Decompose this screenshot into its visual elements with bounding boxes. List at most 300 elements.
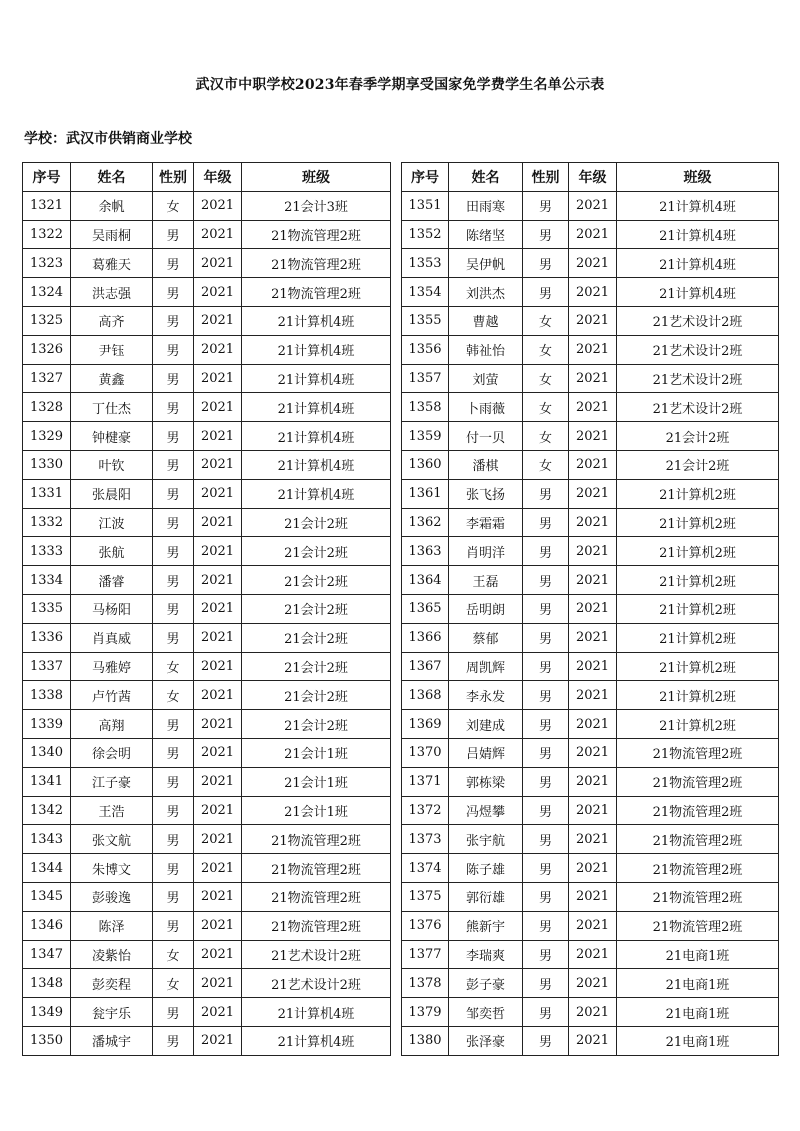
header-gender: 性别 (523, 163, 569, 192)
cell-grade: 2021 (569, 508, 617, 537)
table-row (23, 422, 391, 451)
table-row (402, 220, 779, 249)
cell-class: 21计算机4班 (242, 335, 391, 364)
cell-seq: 1349 (23, 998, 71, 1027)
cell-gender: 男 (523, 969, 569, 998)
cell-class: 21电商1班 (617, 1026, 779, 1055)
cell-grade: 2021 (194, 566, 242, 595)
cell-grade: 2021 (569, 306, 617, 335)
cell-seq: 1368 (402, 681, 449, 710)
cell-gender: 男 (523, 911, 569, 940)
table-row (402, 652, 779, 681)
cell-seq: 1372 (402, 796, 449, 825)
cell-name: 陈子雄 (449, 854, 523, 883)
cell-seq: 1350 (23, 1026, 71, 1055)
cell-gender: 男 (153, 479, 194, 508)
cell-class: 21计算机4班 (242, 450, 391, 479)
cell-grade: 2021 (194, 882, 242, 911)
cell-seq: 1375 (402, 882, 449, 911)
cell-gender: 男 (153, 911, 194, 940)
cell-name: 李永发 (449, 681, 523, 710)
table-row (402, 825, 779, 854)
table-row (402, 710, 779, 739)
cell-seq: 1377 (402, 940, 449, 969)
cell-gender: 男 (153, 335, 194, 364)
cell-name: 黄鑫 (71, 364, 153, 393)
cell-grade: 2021 (194, 422, 242, 451)
cell-gender: 男 (153, 825, 194, 854)
cell-name: 熊新宇 (449, 911, 523, 940)
cell-class: 21计算机4班 (242, 364, 391, 393)
cell-class: 21计算机4班 (242, 998, 391, 1027)
cell-seq: 1323 (23, 249, 71, 278)
cell-seq: 1332 (23, 508, 71, 537)
cell-name: 肖明洋 (449, 537, 523, 566)
table-row (402, 681, 779, 710)
table-row (402, 969, 779, 998)
table-row (23, 710, 391, 739)
cell-seq: 1355 (402, 306, 449, 335)
cell-grade: 2021 (194, 306, 242, 335)
table-row (23, 335, 391, 364)
header-grade: 年级 (569, 163, 617, 192)
cell-name: 冯煜攀 (449, 796, 523, 825)
cell-gender: 男 (153, 364, 194, 393)
cell-class: 21物流管理2班 (242, 278, 391, 307)
cell-name: 周凯辉 (449, 652, 523, 681)
cell-seq: 1360 (402, 450, 449, 479)
cell-class: 21物流管理2班 (617, 767, 779, 796)
cell-grade: 2021 (194, 681, 242, 710)
cell-name: 卜雨薇 (449, 393, 523, 422)
cell-name: 张航 (71, 537, 153, 566)
cell-gender: 女 (153, 681, 194, 710)
cell-seq: 1376 (402, 911, 449, 940)
cell-class: 21计算机2班 (617, 681, 779, 710)
table-row (402, 306, 779, 335)
cell-name: 刘洪杰 (449, 278, 523, 307)
cell-grade: 2021 (194, 220, 242, 249)
cell-seq: 1380 (402, 1026, 449, 1055)
cell-seq: 1379 (402, 998, 449, 1027)
table-row (23, 566, 391, 595)
cell-grade: 2021 (194, 364, 242, 393)
cell-gender: 女 (153, 969, 194, 998)
cell-gender: 男 (153, 278, 194, 307)
cell-class: 21会计2班 (242, 710, 391, 739)
cell-grade: 2021 (569, 1026, 617, 1055)
header-grade: 年级 (194, 163, 242, 192)
cell-seq: 1351 (402, 191, 449, 220)
cell-name: 朱博文 (71, 854, 153, 883)
cell-gender: 男 (523, 1026, 569, 1055)
cell-gender: 女 (523, 306, 569, 335)
cell-seq: 1358 (402, 393, 449, 422)
table-row (23, 508, 391, 537)
cell-grade: 2021 (569, 969, 617, 998)
table-header-row (402, 163, 779, 192)
cell-name: 张飞扬 (449, 479, 523, 508)
cell-name: 李瑞爽 (449, 940, 523, 969)
cell-seq: 1331 (23, 479, 71, 508)
cell-seq: 1344 (23, 854, 71, 883)
cell-class: 21电商1班 (617, 940, 779, 969)
cell-gender: 男 (153, 249, 194, 278)
table-row (23, 854, 391, 883)
cell-seq: 1342 (23, 796, 71, 825)
cell-grade: 2021 (194, 393, 242, 422)
cell-name: 吴伊帆 (449, 249, 523, 278)
cell-name: 吴雨桐 (71, 220, 153, 249)
table-row (23, 537, 391, 566)
table-row (402, 854, 779, 883)
cell-class: 21计算机4班 (617, 278, 779, 307)
cell-seq: 1364 (402, 566, 449, 595)
table-row (402, 796, 779, 825)
cell-grade: 2021 (194, 998, 242, 1027)
cell-class: 21物流管理2班 (617, 882, 779, 911)
cell-grade: 2021 (194, 825, 242, 854)
table-row (402, 422, 779, 451)
cell-grade: 2021 (194, 969, 242, 998)
table-row (402, 508, 779, 537)
cell-name: 马雅婷 (71, 652, 153, 681)
cell-gender: 男 (523, 710, 569, 739)
cell-seq: 1340 (23, 738, 71, 767)
cell-class: 21会计2班 (617, 422, 779, 451)
cell-name: 张文航 (71, 825, 153, 854)
cell-seq: 1346 (23, 911, 71, 940)
cell-seq: 1327 (23, 364, 71, 393)
cell-seq: 1322 (23, 220, 71, 249)
cell-seq: 1324 (23, 278, 71, 307)
cell-class: 21会计1班 (242, 796, 391, 825)
table-row (402, 393, 779, 422)
table-row (23, 623, 391, 652)
cell-name: 高翔 (71, 710, 153, 739)
cell-gender: 男 (153, 710, 194, 739)
cell-seq: 1345 (23, 882, 71, 911)
cell-name: 刘萤 (449, 364, 523, 393)
cell-seq: 1336 (23, 623, 71, 652)
cell-seq: 1347 (23, 940, 71, 969)
cell-gender: 男 (523, 940, 569, 969)
cell-name: 洪志强 (71, 278, 153, 307)
roster-table-left (22, 162, 391, 1056)
table-row (23, 911, 391, 940)
table-row (402, 479, 779, 508)
header-class: 班级 (242, 163, 391, 192)
cell-name: 彭子豪 (449, 969, 523, 998)
cell-seq: 1357 (402, 364, 449, 393)
cell-gender: 女 (523, 364, 569, 393)
cell-gender: 男 (523, 738, 569, 767)
cell-name: 吕婧辉 (449, 738, 523, 767)
cell-gender: 男 (153, 566, 194, 595)
table-row (402, 566, 779, 595)
cell-seq: 1367 (402, 652, 449, 681)
cell-class: 21物流管理2班 (242, 249, 391, 278)
cell-gender: 男 (523, 623, 569, 652)
cell-grade: 2021 (194, 249, 242, 278)
cell-name: 钟楗豪 (71, 422, 153, 451)
cell-grade: 2021 (194, 508, 242, 537)
cell-class: 21会计2班 (242, 652, 391, 681)
cell-seq: 1348 (23, 969, 71, 998)
cell-grade: 2021 (194, 738, 242, 767)
school-name: 学校：武汉市供销商业学校 (24, 131, 192, 147)
cell-seq: 1373 (402, 825, 449, 854)
table-row (402, 623, 779, 652)
table-row (402, 738, 779, 767)
cell-class: 21物流管理2班 (242, 882, 391, 911)
cell-grade: 2021 (194, 710, 242, 739)
cell-grade: 2021 (194, 594, 242, 623)
cell-seq: 1330 (23, 450, 71, 479)
cell-grade: 2021 (569, 335, 617, 364)
cell-grade: 2021 (194, 191, 242, 220)
cell-class: 21计算机2班 (617, 508, 779, 537)
cell-grade: 2021 (194, 652, 242, 681)
cell-grade: 2021 (194, 278, 242, 307)
cell-class: 21物流管理2班 (617, 796, 779, 825)
cell-name: 徐会明 (71, 738, 153, 767)
cell-class: 21计算机2班 (617, 594, 779, 623)
cell-seq: 1352 (402, 220, 449, 249)
cell-seq: 1356 (402, 335, 449, 364)
cell-class: 21会计2班 (242, 623, 391, 652)
cell-class: 21物流管理2班 (242, 911, 391, 940)
cell-grade: 2021 (569, 940, 617, 969)
cell-class: 21计算机2班 (617, 652, 779, 681)
cell-seq: 1341 (23, 767, 71, 796)
cell-seq: 1369 (402, 710, 449, 739)
cell-gender: 男 (523, 479, 569, 508)
cell-gender: 男 (523, 796, 569, 825)
table-row (402, 940, 779, 969)
table-row (402, 767, 779, 796)
cell-class: 21会计2班 (617, 450, 779, 479)
cell-seq: 1354 (402, 278, 449, 307)
table-row (402, 450, 779, 479)
cell-gender: 女 (523, 422, 569, 451)
roster-table-right (401, 162, 779, 1056)
cell-grade: 2021 (194, 940, 242, 969)
header-name: 姓名 (71, 163, 153, 192)
cell-seq: 1329 (23, 422, 71, 451)
cell-class: 21计算机4班 (242, 306, 391, 335)
cell-gender: 男 (153, 220, 194, 249)
header-seq: 序号 (23, 163, 71, 192)
cell-seq: 1353 (402, 249, 449, 278)
cell-class: 21计算机4班 (242, 393, 391, 422)
cell-grade: 2021 (194, 623, 242, 652)
cell-class: 21计算机4班 (242, 422, 391, 451)
cell-grade: 2021 (194, 1026, 242, 1055)
cell-class: 21计算机4班 (242, 1026, 391, 1055)
cell-class: 21艺术设计2班 (617, 393, 779, 422)
cell-class: 21艺术设计2班 (617, 306, 779, 335)
cell-grade: 2021 (569, 249, 617, 278)
cell-grade: 2021 (194, 479, 242, 508)
cell-gender: 男 (523, 594, 569, 623)
cell-grade: 2021 (569, 738, 617, 767)
cell-seq: 1365 (402, 594, 449, 623)
cell-gender: 男 (153, 998, 194, 1027)
cell-seq: 1371 (402, 767, 449, 796)
cell-class: 21物流管理2班 (242, 854, 391, 883)
cell-class: 21计算机2班 (617, 566, 779, 595)
cell-class: 21计算机4班 (617, 191, 779, 220)
cell-seq: 1321 (23, 191, 71, 220)
cell-seq: 1374 (402, 854, 449, 883)
cell-grade: 2021 (569, 479, 617, 508)
cell-gender: 男 (523, 249, 569, 278)
cell-name: 曹越 (449, 306, 523, 335)
cell-seq: 1359 (402, 422, 449, 451)
header-class: 班级 (617, 163, 779, 192)
cell-seq: 1370 (402, 738, 449, 767)
table-row (23, 681, 391, 710)
table-row (23, 882, 391, 911)
table-row (23, 767, 391, 796)
cell-gender: 女 (153, 652, 194, 681)
cell-name: 郭衍雄 (449, 882, 523, 911)
cell-name: 蔡郁 (449, 623, 523, 652)
table-row (23, 825, 391, 854)
cell-name: 潘睿 (71, 566, 153, 595)
cell-gender: 男 (153, 882, 194, 911)
header-gender: 性别 (153, 163, 194, 192)
cell-name: 高齐 (71, 306, 153, 335)
cell-gender: 男 (523, 825, 569, 854)
cell-name: 叶钦 (71, 450, 153, 479)
cell-name: 郭栋梁 (449, 767, 523, 796)
cell-class: 21计算机4班 (242, 479, 391, 508)
cell-name: 江波 (71, 508, 153, 537)
cell-gender: 男 (153, 594, 194, 623)
cell-gender: 男 (523, 882, 569, 911)
cell-class: 21计算机2班 (617, 710, 779, 739)
cell-name: 邹奕哲 (449, 998, 523, 1027)
cell-gender: 男 (153, 422, 194, 451)
cell-class: 21物流管理2班 (617, 738, 779, 767)
cell-name: 韩祉怡 (449, 335, 523, 364)
cell-gender: 男 (153, 796, 194, 825)
cell-class: 21艺术设计2班 (617, 364, 779, 393)
cell-seq: 1362 (402, 508, 449, 537)
cell-gender: 男 (523, 537, 569, 566)
cell-gender: 男 (153, 306, 194, 335)
cell-gender: 男 (523, 854, 569, 883)
cell-class: 21会计3班 (242, 191, 391, 220)
cell-class: 21会计2班 (242, 508, 391, 537)
cell-gender: 男 (523, 508, 569, 537)
cell-class: 21电商1班 (617, 969, 779, 998)
cell-grade: 2021 (194, 335, 242, 364)
cell-gender: 男 (523, 767, 569, 796)
cell-gender: 男 (153, 508, 194, 537)
table-row (402, 537, 779, 566)
cell-class: 21物流管理2班 (242, 220, 391, 249)
cell-name: 张宇航 (449, 825, 523, 854)
table-row (402, 249, 779, 278)
cell-name: 肖真威 (71, 623, 153, 652)
cell-name: 马杨阳 (71, 594, 153, 623)
cell-gender: 男 (153, 854, 194, 883)
cell-grade: 2021 (569, 422, 617, 451)
table-row (23, 940, 391, 969)
table-row (23, 998, 391, 1027)
cell-class: 21计算机2班 (617, 623, 779, 652)
cell-name: 潘城宇 (71, 1026, 153, 1055)
document-title: 武汉市中职学校2023年春季学期享受国家免学费学生名单公示表 (195, 77, 605, 93)
cell-name: 刘建成 (449, 710, 523, 739)
cell-grade: 2021 (569, 450, 617, 479)
cell-grade: 2021 (569, 191, 617, 220)
table-row (23, 191, 391, 220)
cell-name: 丁仕杰 (71, 393, 153, 422)
cell-name: 卢竹茜 (71, 681, 153, 710)
table-row (402, 998, 779, 1027)
cell-grade: 2021 (569, 220, 617, 249)
table-row (23, 450, 391, 479)
cell-grade: 2021 (569, 364, 617, 393)
table-row (23, 1026, 391, 1055)
cell-class: 21会计1班 (242, 767, 391, 796)
cell-class: 21计算机2班 (617, 479, 779, 508)
cell-grade: 2021 (194, 537, 242, 566)
table-row (23, 249, 391, 278)
cell-seq: 1339 (23, 710, 71, 739)
cell-gender: 女 (523, 450, 569, 479)
cell-gender: 男 (523, 220, 569, 249)
table-row (402, 882, 779, 911)
cell-class: 21物流管理2班 (617, 825, 779, 854)
table-row (23, 479, 391, 508)
cell-class: 21计算机4班 (617, 220, 779, 249)
cell-name: 陈泽 (71, 911, 153, 940)
header-seq: 序号 (402, 163, 449, 192)
cell-class: 21艺术设计2班 (242, 940, 391, 969)
cell-class: 21会计2班 (242, 681, 391, 710)
cell-name: 潘棋 (449, 450, 523, 479)
cell-gender: 男 (153, 537, 194, 566)
cell-gender: 女 (523, 393, 569, 422)
cell-gender: 女 (153, 940, 194, 969)
cell-class: 21计算机4班 (617, 249, 779, 278)
cell-seq: 1366 (402, 623, 449, 652)
cell-grade: 2021 (569, 681, 617, 710)
cell-class: 21艺术设计2班 (617, 335, 779, 364)
cell-class: 21物流管理2班 (242, 825, 391, 854)
cell-seq: 1326 (23, 335, 71, 364)
cell-gender: 男 (153, 738, 194, 767)
cell-grade: 2021 (569, 278, 617, 307)
cell-class: 21电商1班 (617, 998, 779, 1027)
cell-grade: 2021 (569, 998, 617, 1027)
cell-name: 凌紫怡 (71, 940, 153, 969)
cell-grade: 2021 (569, 854, 617, 883)
table-row (402, 1026, 779, 1055)
cell-name: 陈绪坚 (449, 220, 523, 249)
cell-name: 王浩 (71, 796, 153, 825)
table-row (23, 969, 391, 998)
table-row (402, 278, 779, 307)
cell-seq: 1338 (23, 681, 71, 710)
cell-name: 付一贝 (449, 422, 523, 451)
table-row (402, 594, 779, 623)
